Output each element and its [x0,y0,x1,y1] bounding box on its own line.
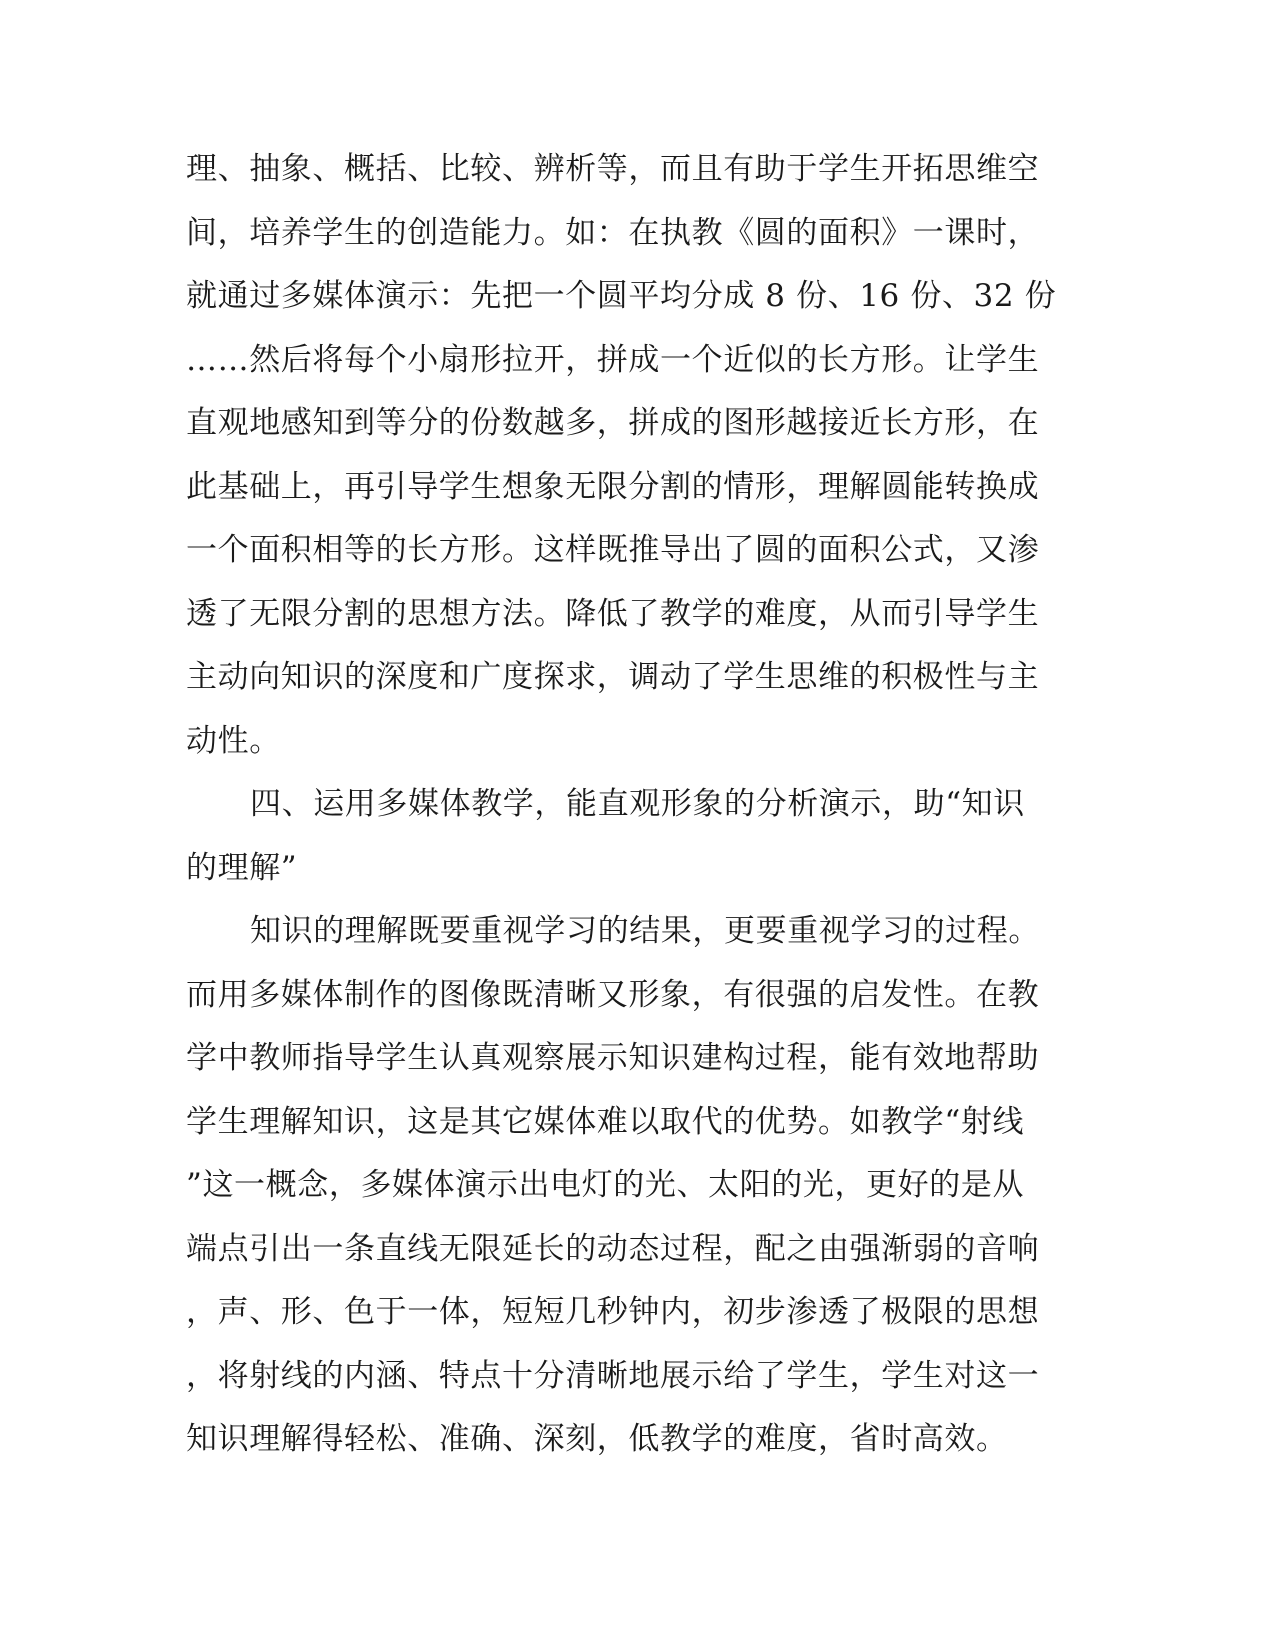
paragraph-line: 知识的理解既要重视学习的结果，更要重视学习的过程。 [250,913,1040,949]
paragraph-line: 直观地感知到等分的份数越多，拼成的图形越接近长方形，在 [186,405,1040,441]
paragraph-line: 理、抽象、概括、比较、辨析等，而且有助于学生开拓思维空 [186,151,1040,187]
paragraph-line: 就通过多媒体演示：先把一个圆平均分成 8 份、16 份、32 份 [186,278,1057,314]
paragraph-line: 学生理解知识，这是其它媒体难以取代的优势。如教学“射线 [186,1103,1025,1140]
paragraph-line: 端点引出一条直线无限延长的动态过程，配之由强渐弱的音响 [186,1230,1040,1267]
body-text [186,138,1086,1472]
paragraph-line: 此基础上，再引导学生想象无限分割的情形，理解圆能转换成 [186,468,1040,505]
paragraph-line: ”这一概念，多媒体演示出电灯的光、太阳的光，更好的是从 [186,1167,1025,1203]
paragraph-line: 学中教师指导学生认真观察展示知识建构过程，能有效地帮助 [186,1040,1040,1076]
paragraph-line: ，声、形、色于一体，短短几秒钟内，初步渗透了极限的思想 [186,1294,1040,1330]
paragraph-line: 一个面积相等的长方形。这样既推导出了圆的面积公式，又渗 [186,532,1040,568]
paragraph-line: 而用多媒体制作的图像既清晰又形象，有很强的启发性。在教 [186,976,1040,1013]
section-heading-line: 的理解” [186,849,298,886]
paragraph-line: ，将射线的内涵、特点十分清晰地展示给了学生，学生对这一 [186,1357,1040,1394]
paragraph-line: 主动向知识的深度和广度探求，调动了学生思维的积极性与主 [186,659,1040,695]
paragraph-line: 透了无限分割的思想方法。降低了教学的难度，从而引导学生 [186,595,1040,632]
section-heading-line: 四、运用多媒体教学，能直观形象的分析演示，助“知识 [250,786,1025,822]
paragraph-line: 动性。 [186,722,281,759]
paragraph-line: 间，培养学生的创造能力。如：在执教《圆的面积》一课时， [186,214,1040,251]
paragraph-line: ……然后将每个小扇形拉开，拼成一个近似的长方形。让学生 [186,341,1040,378]
paragraph-line: 知识理解得轻松、准确、深刻，低教学的难度，省时高效。 [186,1421,1008,1457]
